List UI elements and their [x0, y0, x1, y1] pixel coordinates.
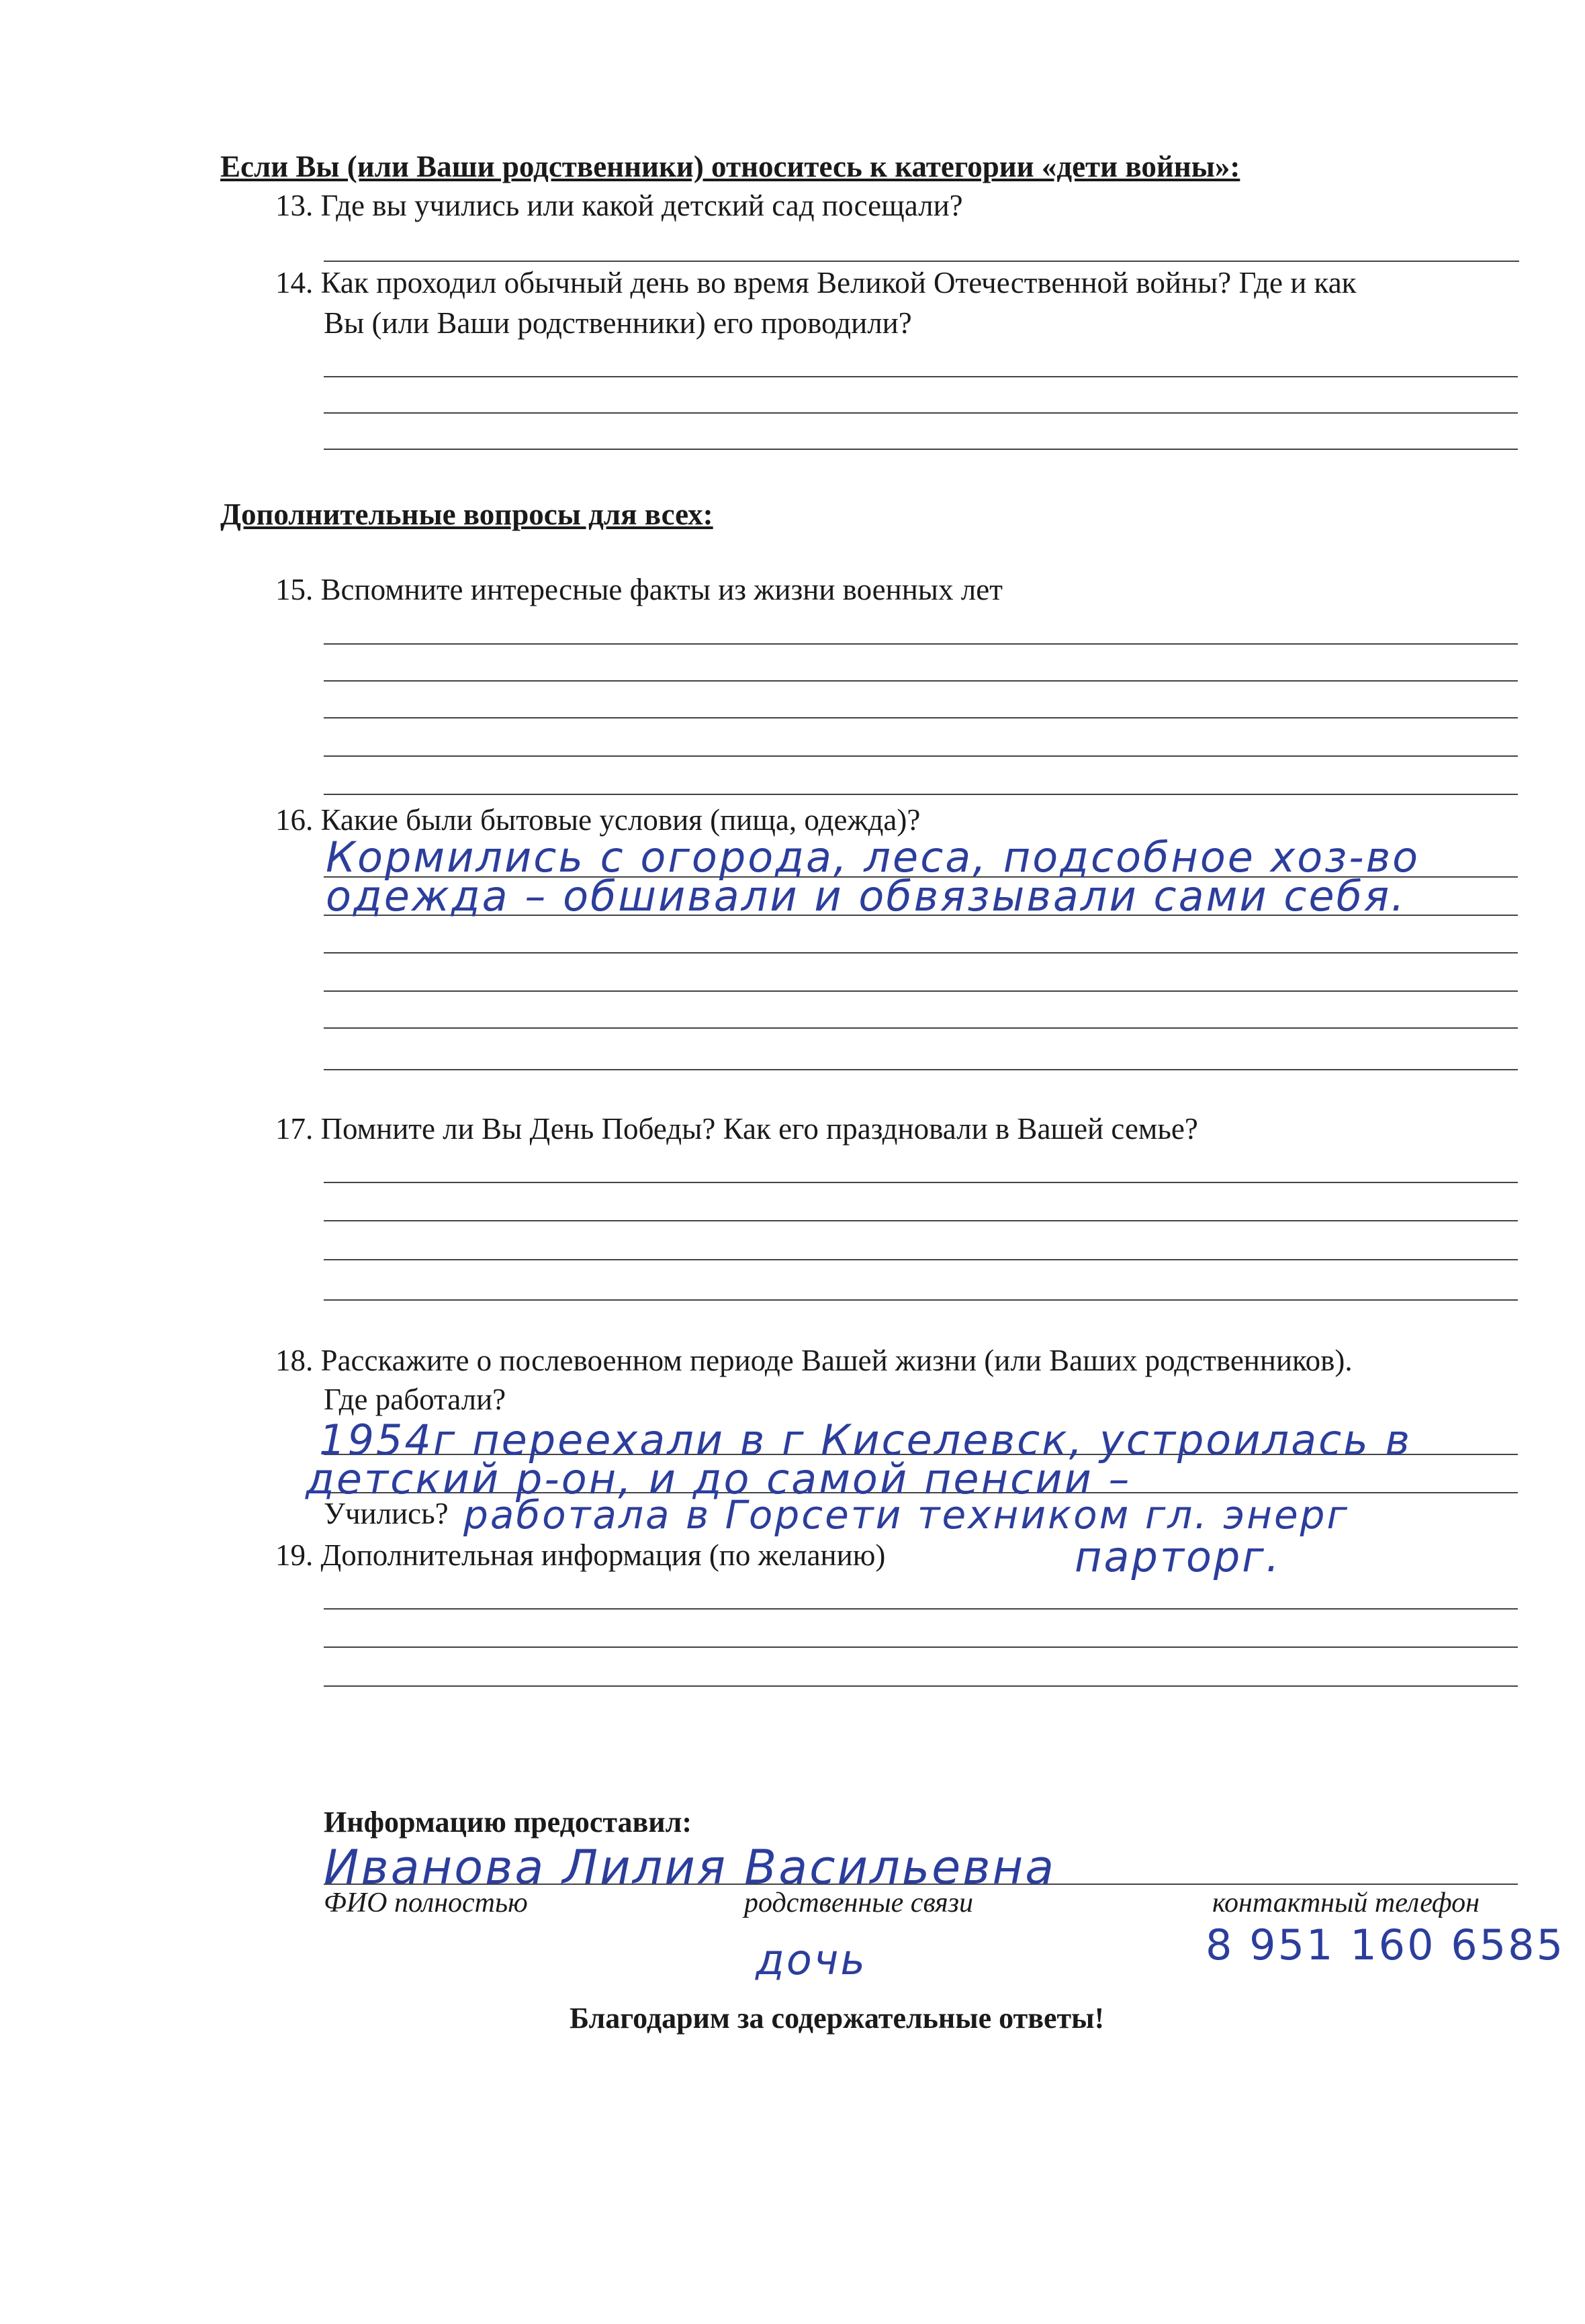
caption-full-name: ФИО полностью	[324, 1888, 528, 1918]
answer-line	[324, 717, 1518, 718]
answer-line	[324, 1608, 1518, 1610]
signer-line	[324, 1884, 1518, 1885]
answer-line	[324, 643, 1518, 645]
handwritten-answer-18-line-4: парторг.	[1075, 1532, 1281, 1581]
handwritten-signer-name: Иванова Лилия Васильевна	[324, 1840, 1056, 1895]
handwritten-answer-18-line-2: детский р-он, и до самой пенсии –	[306, 1454, 1132, 1503]
answer-line	[324, 952, 1518, 954]
question-14-line-1: 14. Как проходил обычный день во время Великой Отечественной войны? Где и как	[275, 266, 1357, 299]
question-13: 13. Где вы учились или какой детский сад посещали?	[275, 189, 963, 222]
answer-line	[324, 376, 1518, 377]
caption-phone: контактный телефон	[1212, 1888, 1480, 1918]
answer-line	[324, 1685, 1518, 1687]
closing-thanks: Благодарим за содержательные ответы!	[570, 2002, 1105, 2035]
answer-line	[324, 1027, 1518, 1029]
question-19: 19. Дополнительная информация (по желанию)	[275, 1538, 886, 1572]
handwritten-answer-16-line-2: одежда – обшивали и обвязывали сами себя.	[326, 872, 1406, 921]
question-18-line-2: Где работали?	[324, 1383, 506, 1416]
section-heading-children: Если Вы (или Ваши родственники) относитесь к категории «дети войны»:	[220, 150, 1240, 183]
answer-line	[324, 1646, 1518, 1648]
answer-line	[324, 1220, 1518, 1221]
handwritten-answer-16-line-1: Кормились с огорода, леса, подсобное хоз-во	[326, 833, 1420, 882]
answer-line	[324, 1182, 1518, 1183]
answer-line	[324, 1069, 1518, 1070]
answer-line	[324, 1259, 1518, 1260]
handwritten-relation: дочь	[756, 1935, 867, 1984]
question-16: 16. Какие были бытовые условия (пища, одежда)?	[275, 803, 921, 837]
question-14-line-2: Вы (или Ваши родственники) его проводили?	[324, 306, 912, 340]
answer-line	[324, 794, 1518, 795]
answer-line	[324, 755, 1518, 757]
signer-title: Информацию предоставил:	[324, 1806, 692, 1839]
question-15: 15. Вспомните интересные факты из жизни военных лет	[275, 573, 1003, 606]
section-heading-all: Дополнительные вопросы для всех:	[220, 498, 713, 531]
question-18-line-1: 18. Расскажите о послевоенном периоде Вашей жизни (или Ваших родственников).	[275, 1344, 1353, 1377]
answer-line	[324, 261, 1519, 262]
answer-line	[324, 449, 1518, 450]
question-18-line-3: Учились?	[324, 1497, 449, 1530]
handwritten-answer-18-line-3: работала в Горсети техником гл. энерг	[463, 1492, 1349, 1538]
answer-line	[324, 680, 1518, 682]
handwritten-answer-18-line-1: 1954г переехали в г Киселевск, устроилась в	[319, 1415, 1412, 1465]
handwritten-phone: 8 951 160 6585	[1206, 1920, 1566, 1969]
answer-line	[324, 412, 1518, 414]
caption-relation: родственные связи	[744, 1888, 974, 1918]
answer-line	[324, 990, 1518, 992]
answer-line	[324, 1299, 1518, 1301]
question-17: 17. Помните ли Вы День Победы? Как его праздновали в Вашей семье?	[275, 1112, 1198, 1146]
